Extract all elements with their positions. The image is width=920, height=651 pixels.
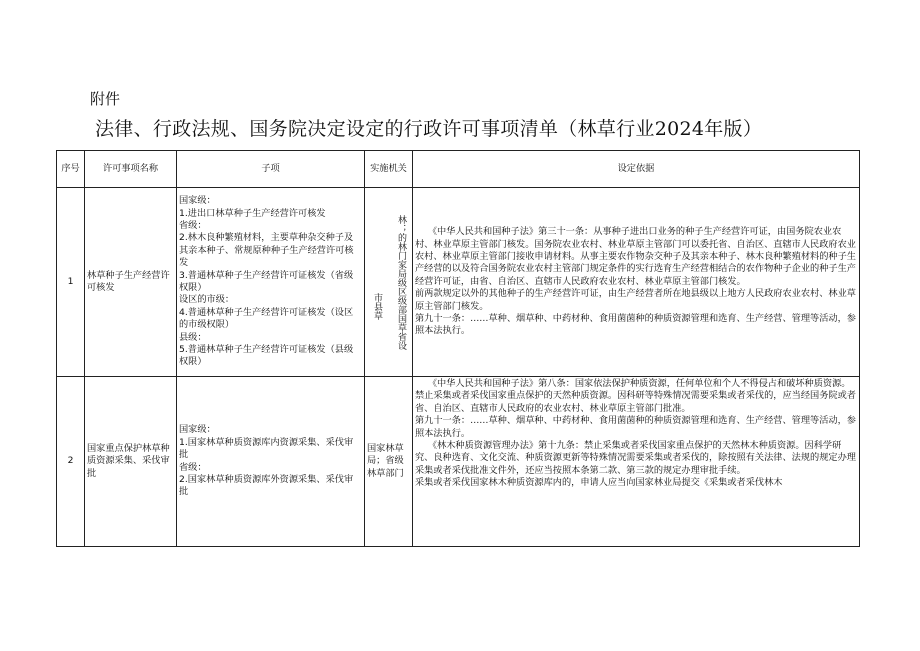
row-number: 2 — [57, 377, 85, 547]
authority-side-text: 市县草 — [372, 292, 382, 320]
basis-paragraph: 《中华人民共和国种子法》第八条：国家依法保护种质资源，任何单位和个人不得侵占和破坏种质资源。 — [427, 378, 851, 389]
table-header-row — [57, 151, 860, 188]
row-number: 1 — [57, 188, 85, 377]
permit-name: 国家重点保护林草种质资源采集、采伐审批 — [85, 377, 177, 547]
sub-item: 县级： — [179, 331, 207, 343]
sub-items — [177, 188, 365, 377]
sub-item: 国家级： — [179, 195, 216, 207]
basis-paragraph: 第九十一条：……草种、烟草种、中药材种、食用菌菌种的种质资源管理和选育、生产经营、管理等活动，参照本法执行。 — [415, 313, 856, 337]
header-sub: 子项 — [177, 151, 365, 188]
sub-item: 国家级： — [179, 424, 216, 436]
basis-paragraph: 《林木种质资源管理办法》第十九条：禁止采集或者采伐国家重点保护的天然林木种质资源。因科学研究、良种选育、文化交流、种质资源更新等特殊情况需要采集或者采伐的，除按照有关法律、法规的规定办理采集或者采伐批准文件外，还应当按照本条第二款、第三款的规定办理审批手续。 — [415, 440, 856, 476]
sub-item: 省级： — [179, 461, 207, 473]
sub-item: 1.进出口林草种子生产经营许可核发 — [179, 207, 326, 219]
legal-basis — [413, 377, 860, 547]
basis-paragraph: 禁止采集或者采伐国家重点保护的天然种质资源。因科研等特殊情况需要采集或者采伐的，应当经国务院或者省、自治区、直辖市人民政府的农业农村、林业草原主管部门批准。 — [415, 390, 856, 414]
header-no: 序号 — [57, 151, 85, 188]
document-title: 法律、行政法规、国务院决定设定的行政许可事项清单（林草行业2024年版） — [95, 118, 763, 140]
table-row — [57, 377, 860, 547]
basis-paragraph: 采集或者采伐国家林木种质资源库内的，申请人应当向国家林业局提交《采集或者采伐林木 — [415, 477, 783, 489]
authority-vertical-text: 林；的林门家局级区级部国草省设 — [396, 214, 406, 350]
authority-cell: 国家林草局；省级林草部门 — [365, 377, 413, 547]
header-basis: 设定依据 — [413, 151, 860, 188]
table-row — [57, 188, 860, 377]
header-authority: 实施机关 — [365, 151, 413, 188]
basis-paragraph: 第九十一条：……草种、烟草种、中药材种、食用菌菌种的种质资源管理和选育、生产经营、管理等活动，参照本法执行。 — [415, 415, 856, 439]
header-name: 许可事项名称 — [85, 151, 177, 188]
sub-item: 2.林木良种繁殖材料，主要草种杂交种子及其亲本种子、常规原种种子生产经营许可核发 — [179, 232, 354, 269]
basis-paragraph: 前两款规定以外的其他种子的生产经营许可证，由生产经营者所在地县级以上地方人民政府农业农村、林业草原主管部门核发。 — [415, 288, 856, 312]
sub-item: 2.国家林草种质资源库外资源采集、采伐审批 — [179, 473, 354, 498]
sub-item: 设区的市级： — [179, 294, 235, 306]
sub-item: 省级： — [179, 219, 207, 231]
legal-basis — [413, 188, 860, 377]
permit-name: 林草种子生产经营许可核发 — [85, 188, 177, 377]
permit-table — [56, 150, 860, 547]
sub-item: 3.普通林草种子生产经营许可证核发（省级权限） — [179, 269, 354, 293]
sub-item: 4.普通林草种子生产经营许可证核发（设区的市级权限） — [179, 306, 354, 331]
sub-item: 5.普通林草种子生产经营许可证核发（县级权限） — [179, 344, 354, 368]
sub-item: 1.国家林草种质资源库内资源采集、采伐审批 — [179, 436, 354, 461]
basis-paragraph: 《中华人民共和国种子法》第三十一条：从事种子进出口业务的种子生产经营许可证，由国务院农业农村、林业草原主管部门核发。国务院农业农村、林业草原主管部门可以委托省、自治区、直辖市人民政府农业农村、林业草原主管部门接收申请材料。从事主要农作物杂交种子及其亲本种子、林木良种繁殖材料的种子生产经营的以及符合国务院农业农村主管部门规定条件的实行选育生产经营相结合的农作物种子企业的种子生产经营许可证，由省、自治区、直辖市人民政府农业农村、林业草原主管部门核发。 — [415, 226, 856, 287]
sub-items — [177, 377, 365, 547]
attachment-label: 附件 — [90, 90, 121, 108]
authority-cell — [365, 188, 413, 377]
